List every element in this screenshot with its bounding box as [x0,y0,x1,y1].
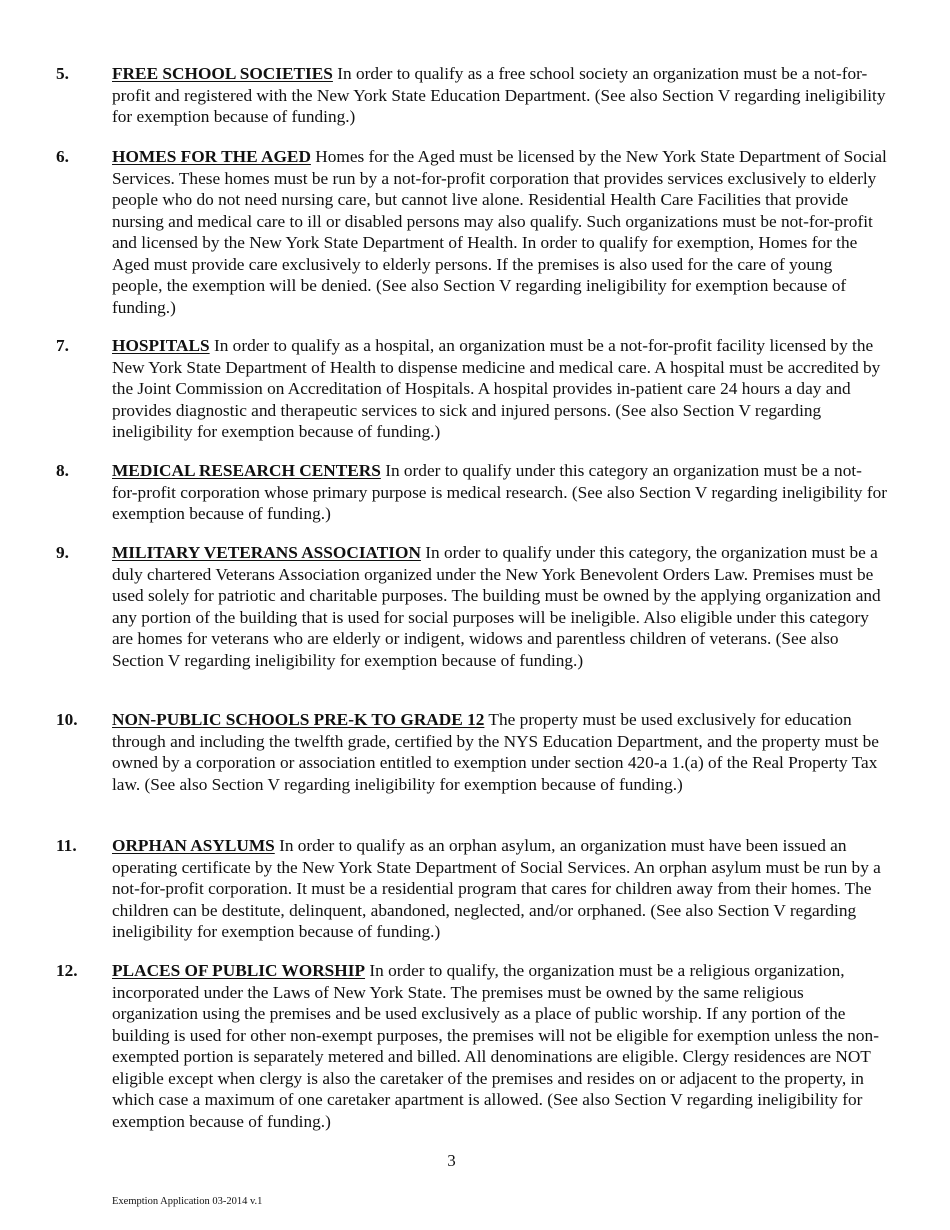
item-number: 11. [56,836,77,855]
item-heading: MILITARY VETERANS ASSOCIATION [112,543,421,562]
item-heading: MEDICAL RESEARCH CENTERS [112,461,381,480]
item-text: In order to qualify under this category, the organization must be a duly chartered Veterans Association organized under the New York Benevolent Orders Law. Premises must be used solely for patriotic and charitable purposes. The building must be owned by the applying organization and any portion of the building that is used for social purposes will be ineligible. Also eligible under this category are homes for veterans who are elderly or indigent, widows and parentless children of veterans. (See also Section V regarding ineligibility for exemption because of funding.) [112,543,881,670]
item-heading: HOSPITALS [112,336,210,355]
item-body [112,709,887,795]
item-heading: FREE SCHOOL SOCIETIES [112,64,333,83]
item-body [112,335,887,443]
item-text: In order to qualify, the organization must be a religious organization, incorporated under the Laws of New York State. The premises must be owned by the same religious organization using the premises and be used exclusively as a place of public worship. If any portion of the building is used for other non-exempt purposes, the premises will not be eligible for exemption unless the non-exempted portion is separately metered and billed. All denominations are eligible. Clergy residences are NOT eligible except when clergy is also the caretaker of the premises and resides on or adjacent to the property, in which case a maximum of one caretaker apartment is allowed. (See also Section V regarding ineligibility for exemption because of funding.) [112,961,879,1131]
item-body [112,542,887,671]
item-text: Homes for the Aged must be licensed by the New York State Department of Social Services. These homes must be run by a not-for-profit corporation that provides services exclusively to elderly people who do not need nursing care, but cannot live alone. Residential Health Care Facilities that provide nursing and medical care to ill or disabled persons may also qualify. Such organizations must be not-for-profit and licensed by the New York State Department of Health. In order to qualify for exemption, Homes for the Aged must provide care exclusively to elderly persons. If the premises is also used for the care of young people, the exemption will be denied. (See also Section V regarding ineligibility for exemption because of funding.) [112,147,887,317]
item-body [112,960,887,1132]
item-heading: HOMES FOR THE AGED [112,147,311,166]
item-heading: ORPHAN ASYLUMS [112,836,275,855]
footer-text: Exemption Application 03-2014 v.1 [112,1196,263,1207]
item-body [112,835,887,943]
item-body [112,146,887,318]
item-heading: NON-PUBLIC SCHOOLS PRE-K TO GRADE 12 [112,710,485,729]
item-number: 5. [56,64,69,83]
item-number: 12. [56,961,78,980]
item-text: In order to qualify as an orphan asylum, an organization must have been issued an operating certificate by the New York State Department of Social Services. An orphan asylum must be run by a not-for-profit corporation. It must be a residential program that cares for children away from their homes. The children can be destitute, delinquent, abandoned, neglected, and/or orphaned. (See also Section V regarding ineligibility for exemption because of funding.) [112,836,881,941]
item-text: The property must be used exclusively for education through and including the twelfth grade, certified by the NYS Education Department, and the property must be owned by a corporation or association entitled to exemption under section 420-a 1.(a) of the Real Property Tax law. (See also Section V regarding ineligibility for exemption because of funding.) [112,710,879,794]
item-body [112,460,887,525]
item-number: 10. [56,710,78,729]
page-number: 3 [447,1151,456,1170]
item-number: 7. [56,336,69,355]
item-body [112,63,887,128]
item-text: In order to qualify under this category an organization must be a not-for-profit corporation whose primary purpose is medical research. (See also Section V regarding ineligibility for exemption because of funding.) [112,461,888,523]
item-number: 8. [56,461,69,480]
item-number: 9. [56,543,69,562]
item-heading: PLACES OF PUBLIC WORSHIP [112,961,366,980]
item-text: In order to qualify as a hospital, an organization must be a not-for-profit facility licensed by the New York State Department of Health to dispense medicine and medical care. A hospital must be accredited by the Joint Commission on Accreditation of Hospitals. A hospital provides in-patient care 24 hours a day and provides diagnostic and therapeutic services to sick and injured persons. (See also Section V regarding ineligibility for exemption because of funding.) [112,336,881,441]
item-number: 6. [56,147,69,166]
item-text: In order to qualify as a free school society an organization must be a not-for-profit and registered with the New York State Education Department. (See also Section V regarding ineligibility for exemption because of funding.) [112,64,886,126]
